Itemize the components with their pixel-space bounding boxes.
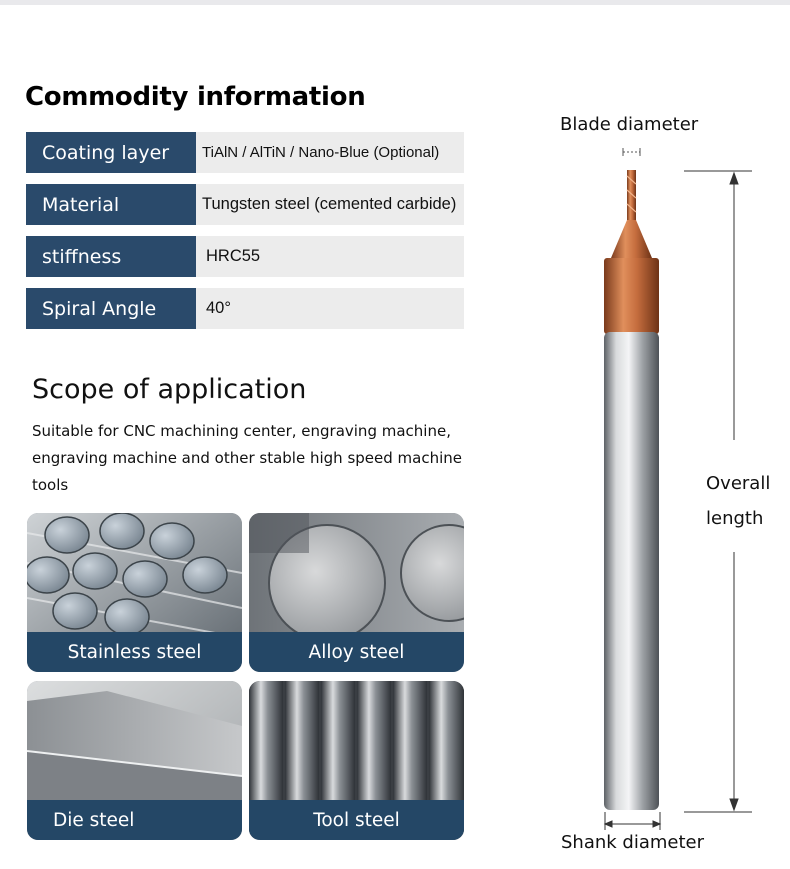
spec-label: Spiral Angle <box>26 288 196 329</box>
end-mill-coated-section <box>604 170 659 334</box>
shank-diameter-label: Shank diameter <box>561 832 705 853</box>
spec-row-coating <box>26 132 464 173</box>
overall-length-dimension <box>684 171 752 812</box>
commodity-title: Commodity information <box>25 82 366 112</box>
top-divider <box>0 0 790 5</box>
shank-diameter-marker <box>605 812 660 830</box>
spec-value: 40° <box>196 288 464 329</box>
overall-length-label: Overall length <box>706 473 771 529</box>
blade-diameter-marker <box>623 148 640 156</box>
scope-title: Scope of application <box>32 374 307 405</box>
material-label: Alloy steel <box>249 632 464 672</box>
spec-value: HRC55 <box>196 236 464 277</box>
material-tile-alloy-steel <box>249 513 464 672</box>
material-label: Stainless steel <box>27 632 242 672</box>
material-label: Tool steel <box>249 800 464 840</box>
spec-label: Coating layer <box>26 132 196 173</box>
spec-label: Material <box>26 184 196 225</box>
material-label: Die steel <box>27 800 242 840</box>
end-mill-diagram <box>560 140 790 840</box>
spec-row-stiffness <box>26 236 464 277</box>
scope-description: Suitable for CNC machining center, engraving machine, engraving machine and other stable high speed machine tools <box>32 422 462 494</box>
spec-value: TiAlN / AlTiN / Nano-Blue (Optional) <box>196 132 464 173</box>
material-tile-tool-steel <box>249 681 464 840</box>
spec-value: Tungsten steel (cemented carbide) <box>196 184 464 225</box>
spec-row-spiral-angle <box>26 288 464 329</box>
material-tile-die-steel <box>27 681 242 840</box>
blade-diameter-label: Blade diameter <box>560 114 699 135</box>
spec-label: stiffness <box>26 236 196 277</box>
spec-row-material <box>26 184 464 225</box>
material-tile-stainless-steel <box>27 513 242 672</box>
end-mill-shank <box>604 332 659 810</box>
